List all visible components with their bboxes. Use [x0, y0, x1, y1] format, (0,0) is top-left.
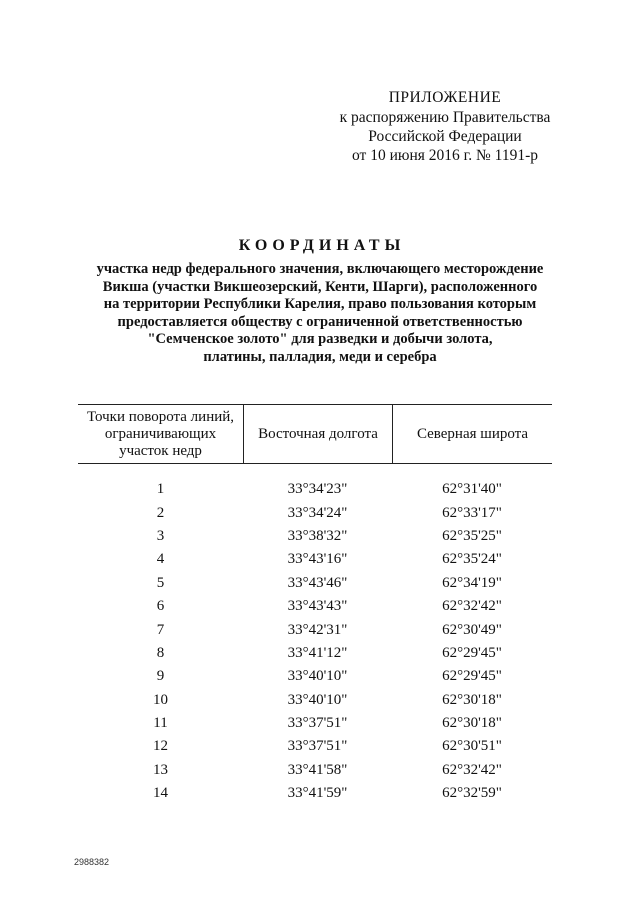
point-number: 3 [156, 527, 165, 544]
longitude-value: 33°42'31" [287, 621, 348, 638]
document-subtitle [60, 261, 580, 366]
latitude-value: 62°32'42" [442, 598, 502, 615]
table-row [78, 712, 552, 735]
header-points-line: Точки поворота линий, [86, 408, 235, 425]
longitude-value: 33°37'51" [287, 715, 348, 732]
document-title: КООРДИНАТЫ [238, 237, 406, 254]
point-number: 7 [156, 621, 165, 638]
header-points-line: участок недр [119, 442, 202, 459]
longitude-value: 33°41'59" [287, 785, 348, 802]
latitude-value: 62°32'59" [442, 785, 502, 802]
header-longitude: Восточная долгота [244, 405, 393, 463]
subtitle-line: предоставляется обществу с ограниченной ответственностью [117, 313, 523, 330]
table-row [78, 665, 552, 688]
point-number: 2 [156, 504, 165, 521]
subtitle-line: на территории Республики Карелия, право пользования которым [103, 296, 537, 312]
point-number: 11 [153, 715, 168, 732]
latitude-value: 62°34'19" [442, 574, 502, 591]
table-row [78, 572, 552, 595]
point-number: 10 [153, 691, 168, 708]
table-row [78, 689, 552, 712]
table-row [78, 595, 552, 618]
table-row [78, 735, 552, 758]
point-number: 8 [156, 644, 165, 661]
longitude-value: 33°34'23" [287, 481, 348, 498]
table-row [78, 501, 552, 524]
longitude-value: 33°41'12" [287, 644, 348, 661]
subtitle-line: Викша (участки Викшеозерский, Кенти, Шарги), расположенного [102, 278, 538, 295]
point-number: 4 [156, 551, 165, 568]
point-number: 5 [156, 574, 165, 591]
longitude-value: 33°43'16" [287, 551, 348, 568]
subtitle-line: "Семченское золото" для разведки и добычи золота, [147, 331, 493, 347]
latitude-value: 62°30'18" [442, 691, 502, 708]
latitude-value: 62°30'18" [442, 715, 502, 732]
point-number: 13 [153, 761, 168, 778]
annex-block [330, 88, 560, 165]
latitude-value: 62°32'42" [442, 761, 502, 778]
longitude-value: 33°41'58" [287, 761, 348, 778]
longitude-value: 33°40'10" [287, 691, 348, 708]
table-row [78, 478, 552, 501]
annex-line-1: к распоряжению Правительства [339, 109, 551, 126]
point-number: 9 [156, 668, 165, 685]
longitude-value: 33°43'43" [287, 598, 348, 615]
point-number: 12 [153, 738, 168, 755]
table-row [78, 548, 552, 571]
table-row [78, 782, 552, 805]
document-code: 2988382 [74, 857, 110, 867]
subtitle-line: участка недр федерального значения, включающего месторождение [96, 261, 544, 277]
point-number: 1 [156, 481, 165, 498]
latitude-value: 62°35'24" [442, 551, 502, 568]
header-points-line: ограничивающих [104, 425, 217, 442]
table-row [78, 525, 552, 548]
coordinates-table [78, 404, 552, 805]
point-number: 6 [156, 598, 165, 615]
latitude-value: 62°30'51" [442, 738, 502, 755]
table-header [78, 404, 552, 464]
longitude-value: 33°38'32" [287, 527, 348, 544]
latitude-value: 62°30'49" [442, 621, 502, 638]
table-row [78, 618, 552, 641]
longitude-value: 33°40'10" [287, 668, 348, 685]
latitude-value: 62°29'45" [442, 668, 502, 685]
longitude-value: 33°37'51" [287, 738, 348, 755]
annex-title: ПРИЛОЖЕНИЕ [388, 89, 502, 106]
latitude-value: 62°29'45" [442, 644, 502, 661]
subtitle-line: платины, палладия, меди и серебра [203, 348, 437, 365]
longitude-value: 33°43'46" [287, 574, 348, 591]
latitude-value: 62°35'25" [442, 527, 502, 544]
table-body [78, 478, 552, 805]
longitude-value: 33°34'24" [287, 504, 348, 521]
header-points [78, 405, 244, 463]
table-row [78, 642, 552, 665]
latitude-value: 62°31'40" [442, 481, 502, 498]
header-latitude: Северная широта [416, 425, 529, 442]
latitude-value: 62°33'17" [442, 504, 502, 521]
table-row [78, 759, 552, 782]
point-number: 14 [153, 785, 168, 802]
annex-line-3: от 10 июня 2016 г. № 1191-р [352, 147, 538, 164]
annex-line-2: Российской Федерации [368, 128, 522, 145]
